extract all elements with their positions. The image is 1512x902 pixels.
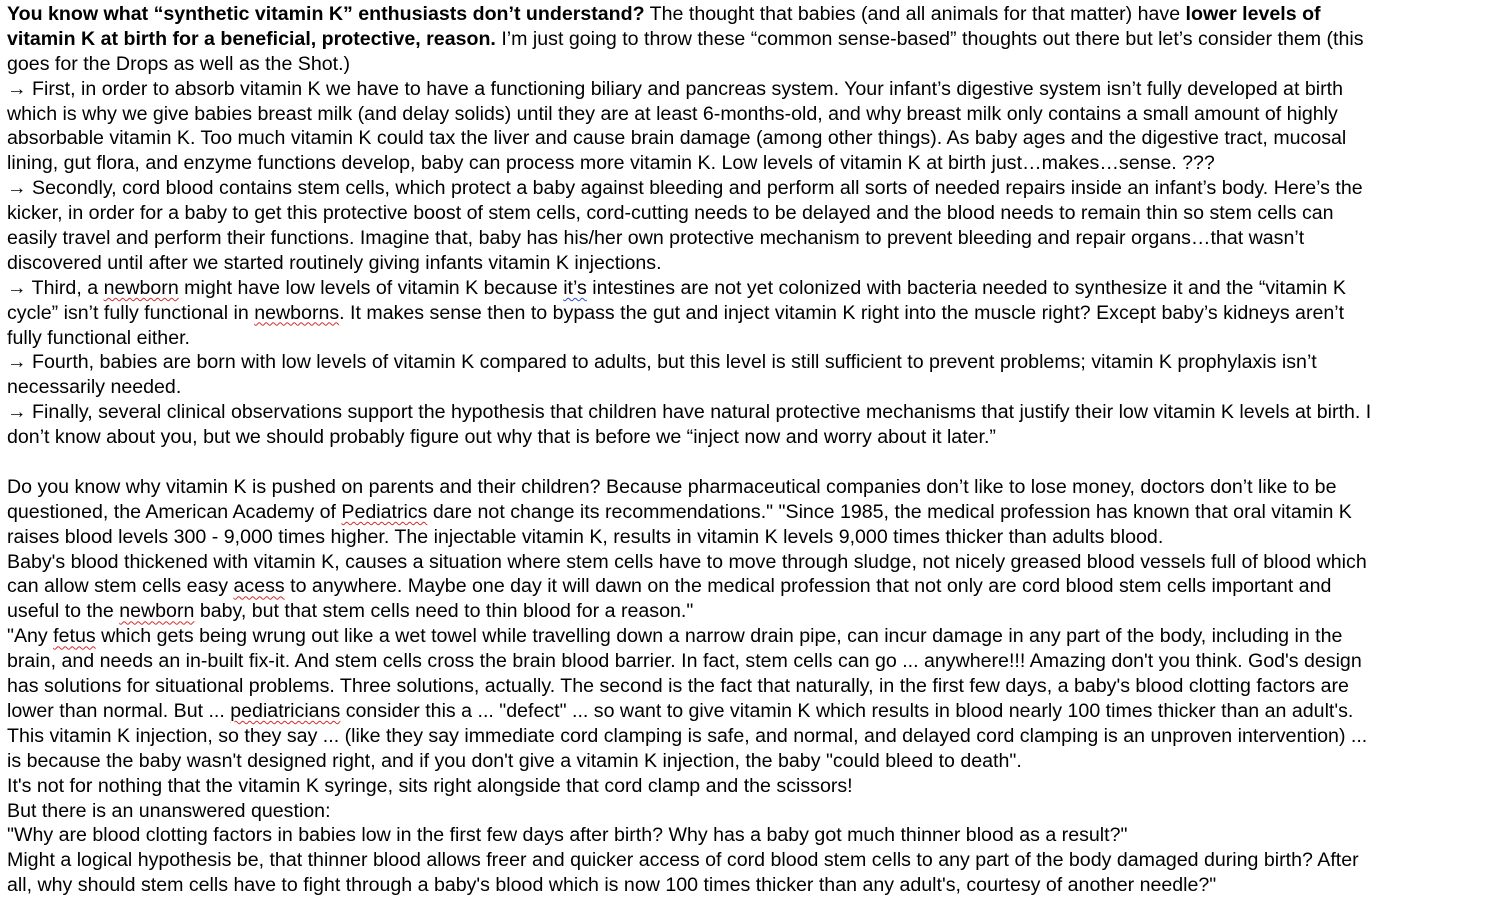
text-run: brain, and needs an in-built fix-it. And stem cells cross the brain blood barrier. In fact, stem cells can go ... anywhere!!! Amazing don't you think. God's design	[7, 650, 1362, 673]
document-body	[7, 2, 1510, 898]
text-line	[7, 27, 1510, 52]
text-line	[7, 400, 1510, 425]
text-line	[7, 226, 1510, 251]
text-line	[7, 151, 1510, 176]
text-run: questioned, the American Academy of	[7, 500, 342, 523]
text-run: kicker, in order for a baby to get this protective boost of stem cells, cord-cutting needs to be delayed and the blood needs to remain thin so stem cells can	[7, 202, 1334, 225]
text-line	[7, 301, 1510, 326]
misspelled-word: newborn	[103, 276, 179, 299]
text-run: It's not for nothing that the vitamin K syringe, sits right alongside that cord clamp and the scissors!	[7, 774, 853, 797]
misspelled-word: newborn	[119, 600, 195, 623]
text-line	[7, 649, 1510, 674]
text-line	[7, 624, 1510, 649]
misspelled-word: pediatricians	[230, 699, 341, 722]
text-run: to anywhere. Maybe one day it will dawn on the medical profession that not only are cord blood stem cells important and	[284, 575, 1332, 598]
text-run: goes for the Drops as well as the Shot.)	[7, 52, 351, 75]
text-line	[7, 699, 1510, 724]
text-run: absorbable vitamin K. Too much vitamin K could tax the liver and cause brain damage (among other things). As baby ages and the digestive tract, mucosal	[7, 127, 1347, 150]
text-line	[7, 525, 1510, 550]
text-line	[7, 799, 1510, 824]
text-line	[7, 77, 1510, 102]
text-line	[7, 823, 1510, 848]
text-line	[7, 326, 1510, 351]
text-run: easily travel and perform their functions. Imagine that, baby has his/her own protective mechanism to prevent bleeding and repair organs…that wasn’t	[7, 227, 1305, 250]
blank-line	[7, 450, 1510, 475]
text-line	[7, 126, 1510, 151]
text-run: But there is an unanswered question:	[7, 799, 331, 822]
text-line	[7, 724, 1510, 749]
text-run: The thought that babies (and all animals for that matter) have	[644, 3, 1186, 25]
text-line	[7, 873, 1510, 898]
misspelled-word: Pediatrics	[341, 500, 428, 523]
text-run: is because the baby wasn't designed right, and if you don't give a vitamin K injection, the baby "could bleed to death".	[7, 749, 1022, 772]
bold-text: lower levels of	[1185, 3, 1321, 25]
text-run: raises blood levels 300 - 9,000 times higher. The injectable vitamin K, results in vitamin K levels 9,000 times thicker than adults blood.	[7, 525, 1164, 548]
text-run: has solutions for situational problems. Three solutions, actually. The second is the fact that naturally, in the first few days, a baby's blood clotting factors are	[7, 675, 1349, 698]
text-line	[7, 425, 1510, 450]
text-run: "Any	[7, 625, 54, 648]
text-run: Might a logical hypothesis be, that thinner blood allows freer and quicker access of cord blood stem cells to any part of the body damaged during birth? After	[7, 849, 1359, 872]
text-line	[7, 201, 1510, 226]
text-run: intestines are not yet colonized with bacteria needed to synthesize it and the “vitamin K	[586, 276, 1346, 299]
text-run: fully functional either.	[7, 326, 190, 349]
text-run: . It makes sense then to bypass the gut and inject vitamin K right into the muscle right? Except baby’s kidneys aren’t	[339, 301, 1345, 324]
text-run: useful to the	[7, 600, 120, 623]
text-line	[7, 475, 1510, 500]
text-line	[7, 774, 1510, 799]
text-run: might have low levels of vitamin K because	[178, 276, 564, 299]
text-run: which gets being wrung out like a wet towel while travelling down a narrow drain pipe, can incur damage in any part of the body, including in the	[95, 625, 1343, 648]
text-line	[7, 599, 1510, 624]
bold-text: You know what “synthetic vitamin K” enthusiasts don’t understand?	[7, 3, 645, 25]
text-run: This vitamin K injection, so they say ... (like they say immediate cord clamping is safe, and normal, and delayed cord clamping is an unproven intervention) ...	[7, 724, 1368, 747]
text-run: → Fourth, babies are born with low levels of vitamin K compared to adults, but this level is still sufficient to prevent problems; vitamin K prophylaxis isn’t	[7, 351, 1317, 374]
text-run: I’m just going to throw these “common sense-based” thoughts out there but let’s consider them (this	[495, 27, 1364, 50]
text-line	[7, 674, 1510, 699]
text-line	[7, 276, 1510, 301]
text-line	[7, 2, 1510, 27]
text-run: baby, but that stem cells need to thin blood for a reason."	[194, 600, 694, 623]
text-run: can allow stem cells easy	[7, 575, 234, 598]
grammar-flagged-word: it’s	[563, 276, 587, 299]
text-run: all, why should stem cells have to fight through a baby's blood which is now 100 times thicker than any adult's, courtesy of another needle?"	[7, 874, 1217, 897]
text-line	[7, 749, 1510, 774]
text-run: "Why are blood clotting factors in babies low in the first few days after birth? Why has a baby got much thinner blood as a result?"	[7, 824, 1128, 847]
text-run: Do you know why vitamin K is pushed on parents and their children? Because pharmaceutical companies don’t like to lose money, doctors don’t like to be	[7, 475, 1337, 498]
text-run: cycle” isn’t fully functional in	[7, 301, 255, 324]
text-run: lining, gut flora, and enzyme functions develop, baby can process more vitamin K. Low levels of vitamin K at birth just…makes…sense. ???	[7, 152, 1215, 175]
text-run: discovered until after we started routinely giving infants vitamin K injections.	[7, 251, 662, 274]
text-run: consider this a ... "defect" ... so want to give vitamin K which results in blood nearly 100 times thicker than an adult's.	[340, 699, 1354, 722]
text-run: necessarily needed.	[7, 376, 182, 399]
text-run: → Secondly, cord blood contains stem cells, which protect a baby against bleeding and perform all sorts of needed repairs inside an infant’s body. Here’s the	[7, 177, 1363, 200]
text-line	[7, 176, 1510, 201]
text-line	[7, 574, 1510, 599]
misspelled-word: fetus	[53, 625, 96, 648]
text-run: → Third, a	[7, 276, 104, 299]
misspelled-word: acess	[233, 575, 285, 598]
text-run: dare not change its recommendations." "Since 1985, the medical profession has known that oral vitamin K	[427, 500, 1352, 523]
text-run: → First, in order to absorb vitamin K we have to have a functioning biliary and pancreas system. Your infant’s digestive system isn’t fully developed at birth	[7, 77, 1343, 100]
misspelled-word: newborns	[254, 301, 340, 324]
bold-text: vitamin K at birth for a beneficial, protective, reason.	[7, 27, 496, 50]
text-run: Baby's blood thickened with vitamin K, causes a situation where stem cells have to move through sludge, not nicely greased blood vessels full of blood which	[7, 550, 1367, 573]
text-line	[7, 375, 1510, 400]
text-run: which is why we give babies breast milk (and delay solids) until they are at least 6-months-old, and why breast milk only contains a small amount of highly	[7, 102, 1338, 125]
text-run: don’t know about you, but we should probably figure out why that is before we “inject now and worry about it later.”	[7, 426, 996, 449]
text-line	[7, 550, 1510, 575]
text-run: lower than normal. But ...	[7, 699, 231, 722]
text-run: → Finally, several clinical observations support the hypothesis that children have natural protective mechanisms that justify their low vitamin K levels at birth. I	[7, 401, 1372, 424]
text-line	[7, 52, 1510, 77]
text-line	[7, 500, 1510, 525]
text-line	[7, 251, 1510, 276]
text-line	[7, 848, 1510, 873]
text-line	[7, 102, 1510, 127]
text-line	[7, 350, 1510, 375]
